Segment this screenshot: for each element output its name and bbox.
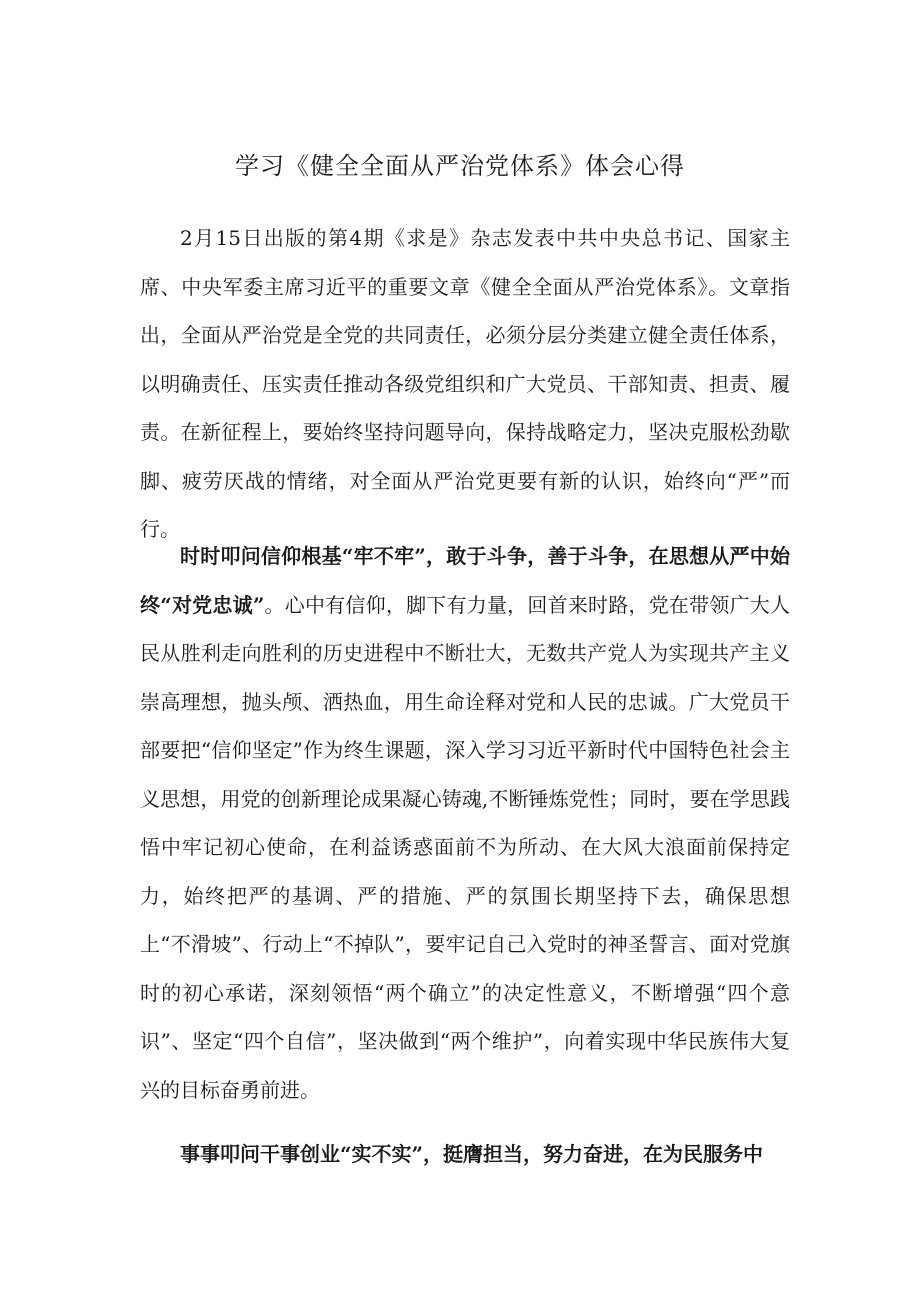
paragraph-service — [140, 1130, 790, 1179]
paragraph-intro: 2月15日出版的第4期《求是》杂志发表中共中央总书记、国家主席、中央军委主席习近平的重要文章《健全全面从严治党体系》。文章指出，全面从严治党是全党的共同责任，必须分层分类建立健全责任体系，以明确责任、压实责任推动各级党组织和广大党员、干部知责、担责、履责。在新征程上，要始终坚持问题导向，保持战略定力，坚决克服松劲歇脚、疲劳厌战的情绪，对全面从严治党更要有新的认识，始终向“严”而行。 — [140, 226, 790, 541]
paragraph-loyalty — [140, 532, 790, 1114]
document-title: 学习《健全全面从严治党体系》体会心得 — [235, 152, 685, 180]
paragraph-loyalty-lead: 时时叩问信仰根基“牢不牢”，敢于斗争，善于斗争，在思想从严中始终“对党忠诚” — [140, 544, 790, 617]
paragraph-service-lead: 事事叩问干事创业“实不实”，挺膺担当，努力奋进，在为民服务中 — [180, 1142, 764, 1166]
paragraph-loyalty-body: 。心中有信仰，脚下有力量，回首来时路，党在带领广大人民从胜利走向胜利的历史进程中不断壮大，无数共产党人为实现共产主义崇高理想，抛头颅、洒热血，用生命诠释对党和人民的忠诚。广大党员干部要把“信仰坚定”作为终生课题，深入学习习近平新时代中国特色社会主义思想，用党的创新理论成果凝心铸魂,不断锤炼党性；同时，要在学思践悟中牢记初心使命，在利益诱惑面前不为所动、在大风大浪面前保持定力，始终把严的基调、严的措施、严的氛围长期坚持下去，确保思想上“不滑坡”、行动上“不掉队”，要牢记自己入党时的神圣誓言、面对党旗时的初心承诺，深刻领悟“两个确立”的决定性意义，不断增强“四个意识”、坚定“四个自信”，坚决做到“两个维护”，向着实现中华民族伟大复兴的目标奋勇前进。 — [140, 592, 791, 1102]
